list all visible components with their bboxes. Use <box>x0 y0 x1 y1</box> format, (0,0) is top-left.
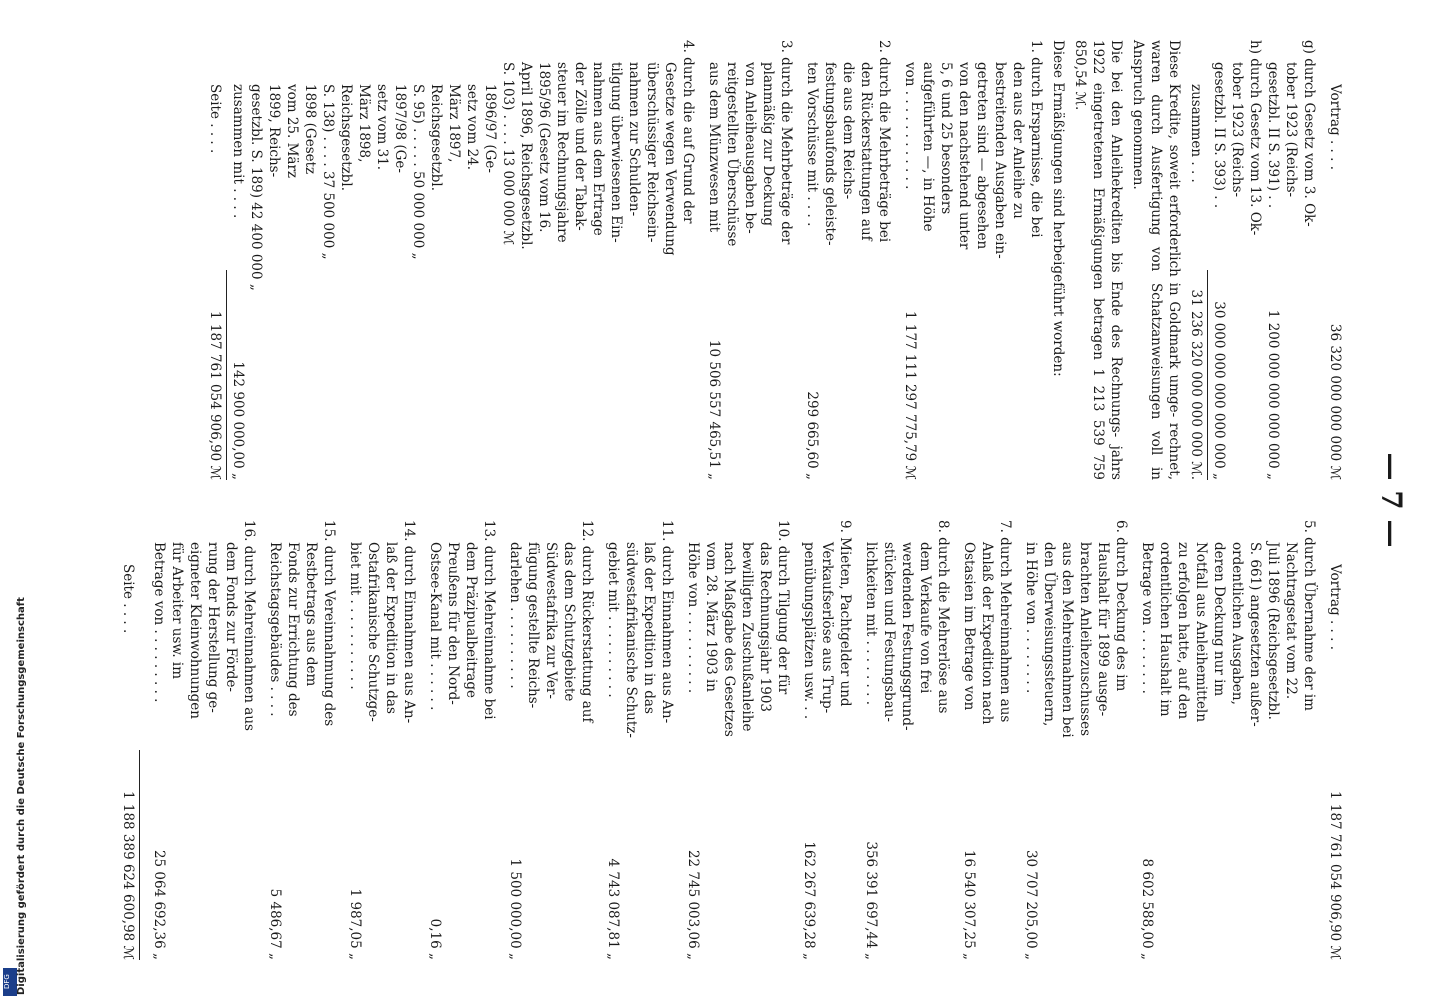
item-1-line: 5, 6 und 25 besonders <box>938 62 954 215</box>
right-item <box>338 520 418 960</box>
item-4-sub-line: Reichsgesetzbl. <box>338 84 354 191</box>
item-4-line: tilgung überwiesenen Ein- <box>608 62 624 243</box>
right-item-line: Preußens für den Nord- <box>445 542 461 705</box>
right-item-line: ordentlichen Haushalt im <box>1157 542 1173 717</box>
right-item-line: 8. durch die Mehrerlöse aus <box>935 520 951 714</box>
right-item-line: laß der Expedition in das <box>641 542 657 714</box>
right-item-line: 10. durch Tilgung der für <box>775 520 791 695</box>
right-item-value: 22 745 003,06 „ <box>685 849 701 960</box>
item-h-line: h) durch Gesetz vom 13. Ok- <box>1247 40 1263 236</box>
right-vortrag-label: Vortrag . . . . <box>1327 564 1343 650</box>
right-item-line: S. 661) angesetzten außer- <box>1247 542 1263 727</box>
item-4-sub-line: März 1898, <box>356 84 372 163</box>
right-item-line: eigneter Kleinwohnungen <box>187 542 203 719</box>
item-g <box>1264 40 1318 480</box>
right-item-line: Reichstagsgebäudes . . . . <box>267 542 283 717</box>
right-item-line: Ostasien im Betrage von <box>961 542 977 711</box>
item-2-line: den Rückerstattungen auf <box>858 62 874 241</box>
item-2-line: festungsbaufonds geleiste- <box>822 62 838 246</box>
paragraph-reductions: Die bei den Anleihekrediten bis Ende des Rechnungs- jahrs 1922 eingetretenen Ermäßigungen betragen 1 213 539 759 850,54 ℳ. <box>1072 40 1124 480</box>
right-item-line: lichkeiten mit . . . . . . . . <box>863 542 879 705</box>
right-item-line: Notfall aus Anleihemitteln <box>1193 542 1209 723</box>
right-item-value: 4 743 087,81 „ <box>605 858 621 960</box>
right-item-line: werdenden Festungsgrund- <box>899 542 915 731</box>
item-4-sub-line: setz vom 31. <box>374 84 390 171</box>
right-seite-value: 1 188 389 624 600,98 ℳ <box>120 790 136 960</box>
right-item-value: 162 267 639,28 „ <box>801 841 817 960</box>
right-item-line: den Überweisungssteuern, <box>1041 542 1057 727</box>
right-item-value: 1 500 000,00 „ <box>507 858 523 960</box>
right-item-value: 1 987,05 „ <box>347 888 363 960</box>
item-2 <box>803 40 893 480</box>
right-item-line: in Höhe von . . . . . . . . <box>1023 542 1039 694</box>
footer-text: Digitalisierung gefördert durch die Deutsche Forschungsgemeinschaft <box>16 597 27 995</box>
right-item-line: 13. durch Mehreinnahme bei <box>481 520 497 720</box>
item-1 <box>901 40 1045 480</box>
item-3 <box>705 40 795 480</box>
left-vortrag-label: Vortrag . . . . <box>1327 84 1343 170</box>
right-item <box>792 520 854 960</box>
item-3-line: von Anleiheausgaben be- <box>742 62 758 234</box>
right-item-line: dem Verkaufe von frei <box>917 542 933 694</box>
right-item-line: aus den Mehreinnahmen bei <box>1059 542 1075 738</box>
right-item-value: 16 540 307,25 „ <box>961 849 977 960</box>
right-item-line: Südwestafrika zur Ver- <box>543 542 559 699</box>
item-3-value: 10 506 557 465,51 „ <box>706 339 722 480</box>
sum-rule <box>226 270 227 480</box>
item-2-line: die aus dem Reichs- <box>840 62 856 200</box>
right-item-line: Verkaufserlöse aus Trup- <box>819 542 835 714</box>
right-item-line: nach Maßgabe des Gesetzes <box>721 542 737 737</box>
right-item-line: 15. durch Vereinnahmung des <box>321 520 337 727</box>
right-item <box>418 520 498 960</box>
right-item-line: 14. durch Einnahmen aus An- <box>401 520 417 724</box>
right-item-line: Fonds zur Errichtung des <box>285 542 301 717</box>
right-seite-label: Seite . . . . <box>120 564 136 634</box>
item-4-sub-line: S. 95) . . . . . 50 000 000 „ <box>410 84 426 260</box>
item-4-sub-line: gesetzbl. S. 189) 42 400 000 „ <box>248 84 264 291</box>
right-item-line: Haushalt für 1899 ausge- <box>1095 542 1111 717</box>
right-item-line: Höhe von . . . . . . . . . . <box>685 542 701 694</box>
right-item-line: Anlaß der Expedition nach <box>979 542 995 725</box>
item-2-line: ten Vorschüsse mit . . . . <box>804 62 820 227</box>
zusammen-label: zusammen . . . <box>1188 84 1204 183</box>
right-item-line: Betrage von . . . . . . . . . <box>151 542 167 703</box>
item-g-line: tober 1923 (Reichs- <box>1283 62 1299 198</box>
right-item <box>142 520 258 960</box>
right-item-line: 16. durch Mehreinnahmen aus <box>241 520 257 731</box>
item-4-line: steuer im Rechnungsjahre <box>554 62 570 243</box>
right-item-line: 5. durch Übernahme der im <box>1301 520 1317 711</box>
paragraph-reductions-intro: Diese Ermäßigungen sind herbeigeführt worden: <box>1050 40 1066 377</box>
zusammen-line <box>1187 40 1205 480</box>
item-4-zusammen: zusammen mit . . . . <box>230 84 246 219</box>
left-column <box>206 40 1344 480</box>
item-2-value: 299 665,60 „ <box>804 391 820 480</box>
right-item-line: 7. durch Mehreinnahmen aus <box>997 520 1013 723</box>
right-item-line: bewilligten Zuschußanleihe <box>739 542 755 732</box>
page-number: — 7 — <box>1375 452 1408 548</box>
right-item <box>1014 520 1130 960</box>
right-item-line: brachten Anleihezuschusses <box>1077 542 1093 737</box>
item-g-value: 1 200 000 000 000 000 „ <box>1265 309 1281 480</box>
item-4-line: April 1896, Reichsgesetzbl. <box>518 62 534 250</box>
right-item-line: das Rechnungsjahr 1903 <box>757 542 773 713</box>
item-h-line: gesetzbl. II S. 393) . . <box>1211 62 1227 209</box>
item-1-line: 1. durch Ersparnisse, die bei <box>1028 40 1044 238</box>
right-item-value: 8 602 588,00 „ <box>1139 858 1155 960</box>
left-vortrag-line <box>1326 40 1344 480</box>
item-g-line: g) durch Gesetz vom 3. Ok- <box>1301 40 1317 227</box>
right-item-line: Juli 1896 (Reichsgesetzbl. <box>1265 542 1281 720</box>
item-4-line: überschüssiger Reichsein- <box>644 62 660 243</box>
item-1-value: 1 177 111 297 775,79 ℳ <box>902 310 918 480</box>
item-4-line: S. 103) . . . . 13 000 000 ℳ <box>500 62 516 246</box>
right-item-line: ordentlichen Ausgaben, <box>1229 542 1245 705</box>
sum-rule <box>139 750 140 960</box>
right-item <box>952 520 1014 960</box>
right-item-line: südwestafrikanische Schutz- <box>623 542 639 738</box>
right-item-value: 0,16 „ <box>427 918 443 960</box>
right-item-line: stücken und Festungsbau- <box>881 542 897 722</box>
right-vortrag-value: 1 187 761 054 906,90 ℳ <box>1327 790 1343 960</box>
item-4-sub-line: S. 138) . . . . 37 500 000 „ <box>320 84 336 260</box>
item-3-line: planmäßig zur Deckung <box>760 62 776 226</box>
right-seite-line <box>119 520 137 960</box>
right-vortrag-line <box>1326 520 1344 960</box>
right-item-line: Restbetrags aus dem <box>303 542 319 687</box>
right-item-list <box>142 520 1318 960</box>
item-h <box>1210 40 1264 480</box>
item-4-sub-line: 1897/98 (Ge- <box>392 84 408 173</box>
right-item-line: biet mit . . . . . . . . . . . <box>347 542 363 690</box>
item-1-line: bestreitenden Ausgaben ein- <box>992 62 1008 259</box>
left-seite-value: 1 187 761 054 906,90 ℳ <box>207 310 223 480</box>
item-h-value: 30 000 000 000 000 000 „ <box>1211 301 1227 480</box>
right-item-line: 9. Mieten, Pachtgelder und <box>837 520 853 707</box>
right-item-line: deren Deckung nur im <box>1211 542 1227 697</box>
item-1-line: von den nachstehend unter <box>956 62 972 250</box>
item-1-line: aufgeführten —, in Höhe <box>920 62 936 232</box>
item-4-sub-line: 1899, Reichs- <box>266 84 282 178</box>
right-item-line: 6. durch Deckung des im <box>1113 520 1129 692</box>
item-h-line: tober 1923 (Reichs- <box>1229 62 1245 198</box>
item-4-line: Gesetze wegen Verwendung <box>662 62 678 256</box>
right-item-line: laß der Expedition in das <box>383 542 399 714</box>
dfg-logo: DFG <box>3 968 17 996</box>
right-item <box>498 520 596 960</box>
item-4-line: 4. durch die auf Grund der <box>680 40 696 224</box>
right-item-line: vom 28. März 1903 in <box>703 542 719 692</box>
right-item <box>854 520 952 960</box>
item-4-line: nahmen aus dem Ertrage <box>590 62 606 236</box>
footer <box>2 0 27 1000</box>
item-4 <box>229 40 697 480</box>
item-4-line: 1895/96 (Gesetz vom 16. <box>536 62 552 233</box>
right-item-line: dem Fonds zur Förde- <box>223 542 239 692</box>
sum-rule <box>1207 270 1208 480</box>
right-item-line: Betrage von . . . . . . . . <box>1139 542 1155 694</box>
right-item <box>258 520 338 960</box>
left-seite-label: Seite . . . . <box>207 84 223 154</box>
right-item-line: rung der Herstellung ge- <box>205 542 221 713</box>
item-4-value: 142 900 000,00 „ <box>230 361 246 480</box>
zusammen-value: 31 236 320 000 000 000 ℳ. <box>1188 289 1204 480</box>
right-item <box>1130 520 1318 960</box>
item-1-line: den aus der Anleihe zu <box>1010 62 1026 219</box>
item-4-line: der Zölle und der Tabak- <box>572 62 588 231</box>
right-item-line: für Arbeiter usw. im <box>169 542 185 680</box>
item-4-sub-line: Reichsgesetzbl. <box>428 84 444 191</box>
item-3-line: reitgestellten Überschüsse <box>724 62 740 247</box>
left-seite-line <box>206 40 224 480</box>
right-item-value: 25 064 692,36 „ <box>151 849 167 960</box>
item-3-line: 3. durch die Mehrbeträge der <box>778 40 794 245</box>
item-1-line: von . . . . . . . . . . . . <box>902 62 918 190</box>
right-item <box>676 520 792 960</box>
right-item-line: Nachtragsetat vom 22. <box>1283 542 1299 700</box>
right-item-line: 11. durch Einnahmen aus An- <box>659 520 675 724</box>
right-item-line: das dem Schutzgebiete <box>561 542 577 702</box>
right-item-line: Ostafrikanische Schutzge- <box>365 542 381 722</box>
item-g-line: gesetzbl. II S. 391) . . <box>1265 62 1281 209</box>
item-4-line: nahmen zur Schulden- <box>626 62 642 217</box>
right-item-line: darlehen . . . . . . . . . . <box>507 542 523 689</box>
item-4-sub-line: vom 25. März <box>284 84 300 179</box>
right-item <box>596 520 676 960</box>
item-1-line: getreten sind — abgesehen <box>974 62 990 250</box>
right-item-line: dem Präzipualbeitrage <box>463 542 479 698</box>
left-vortrag-value: 36 320 000 000 000 ℳ <box>1327 323 1343 480</box>
item-4-sub-line: 1896/97 (Ge- <box>482 84 498 173</box>
right-item-value: 30 707 205,00 „ <box>1023 849 1039 960</box>
item-4-sub-line: 1898 (Gesetz <box>302 84 318 175</box>
right-item-line: 12. durch Rückerstattung auf <box>579 520 595 723</box>
item-2-line: 2. durch die Mehrbeträge bei <box>876 40 892 243</box>
right-item-line: zu erfolgen hatte, auf den <box>1175 542 1191 720</box>
item-4-sub-line: setz vom 24. <box>464 84 480 171</box>
right-item-line: gebiet mit . . . . . . . . . . <box>605 542 621 698</box>
right-item-value: 356 391 697,44 „ <box>863 841 879 960</box>
right-item-line: fügung gestellte Reichs- <box>525 542 541 709</box>
right-item-line: penübungsplätzen usw. . . <box>801 542 817 720</box>
paragraph-credits: Diese Kredite, soweit erforderlich in Goldmark umge- rechnet, waren durch Ausfertigung von Schatzanweisungen voll in Anspruch genommen. <box>1130 40 1182 480</box>
item-3-line: aus dem Münzwesen mit <box>706 62 722 233</box>
right-column <box>119 520 1344 960</box>
right-item-value: 5 486,67 „ <box>267 888 283 960</box>
right-item-line: Ostsee-Kanal mit . . . . . . <box>427 542 443 711</box>
item-4-sub-line: März 1897, <box>446 84 462 163</box>
